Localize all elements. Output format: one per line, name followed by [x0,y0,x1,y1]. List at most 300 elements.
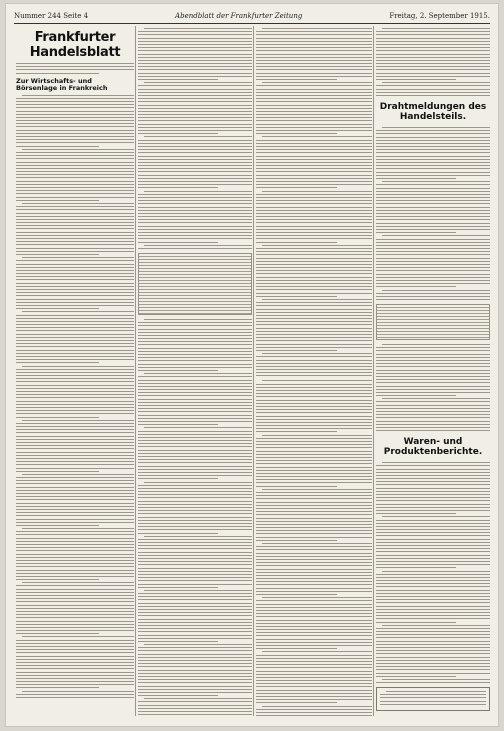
text-line [256,518,372,519]
text-line [16,340,134,341]
text-line [256,416,372,417]
text-line [256,207,372,208]
text-line [376,50,490,51]
text-line [256,175,372,176]
text-line [144,536,252,537]
text-line [138,584,252,585]
text-line [256,498,372,499]
text-line [256,384,372,385]
text-line [138,120,252,121]
text-line [16,519,134,520]
text-line [376,219,490,220]
text-line [138,248,252,249]
text-line [138,329,252,330]
text-line [376,567,456,568]
text-line [16,649,134,650]
text-line [16,512,134,513]
text-line [16,560,134,561]
text-line [376,379,490,380]
text-line [16,107,134,108]
text-line [16,123,134,124]
text-line [376,650,490,651]
text-line [138,596,252,597]
text-line [256,419,372,420]
text-line [382,28,490,29]
text-line [138,229,252,230]
text-line [256,85,372,86]
text-line [138,354,252,355]
text-line [138,395,252,396]
text-line [138,210,252,211]
text-line [256,159,372,160]
text-line [138,437,252,438]
text-line [16,152,134,153]
text-line [138,434,252,435]
text-line [16,162,134,163]
text-line [376,590,490,591]
text-line [16,350,134,351]
text-line [16,541,134,542]
text-line [256,584,372,585]
text-line [262,597,372,598]
text-line [22,582,134,583]
text-line [256,693,372,694]
notice-box [376,687,490,711]
text-line [16,244,134,245]
text-line [138,162,252,163]
text-line [376,615,490,616]
text-line [256,457,372,458]
article-text [376,344,490,431]
text-line [376,146,490,147]
text-line [16,362,99,363]
text-line [376,405,490,406]
text-line [16,114,134,115]
text-line [256,658,372,659]
text-line [256,690,372,691]
text-line [256,613,372,614]
text-line [138,510,252,511]
text-line [16,158,134,159]
text-line [138,47,252,48]
text-line [16,662,134,663]
text-line [256,146,372,147]
text-line [16,209,134,210]
text-line [256,588,372,589]
text-line [138,676,252,677]
text-line [138,159,252,160]
text-line [16,181,134,182]
text-line [376,248,490,249]
text-line [256,130,372,131]
text-line [382,290,490,291]
text-line [16,330,134,331]
text-line [138,587,218,588]
text-line [376,280,490,281]
text-line [16,155,134,156]
text-line [256,460,372,461]
text-line [262,299,372,300]
text-line [16,455,134,456]
text-line [376,175,490,176]
page-header [14,10,490,22]
text-line [16,423,134,424]
text-line [138,341,252,342]
text-line [376,561,490,562]
column-4 [376,28,490,716]
text-line [138,79,218,80]
text-line [256,124,372,125]
text-line [16,426,134,427]
text-line [16,219,134,220]
text-line [138,127,252,128]
text-line [138,682,252,683]
text-line [256,283,372,284]
text-line [16,601,134,602]
text-line [138,325,252,326]
text-line [376,577,490,578]
text-line [376,602,490,603]
text-line [256,213,372,214]
text-line [376,529,490,530]
text-line [256,248,372,249]
text-line [256,530,372,531]
text-line [138,568,252,569]
text-line [256,451,372,452]
text-line [144,319,252,320]
text-line [16,168,134,169]
text-line [256,280,372,281]
text-line [256,715,372,716]
text-line [138,443,252,444]
text-line [376,513,456,514]
text-line [16,531,134,532]
text-line [138,650,252,651]
text-line [256,165,372,166]
text-line [138,146,252,147]
text-line [256,505,372,506]
text-line [138,101,252,102]
text-line [138,322,252,323]
text-line [376,149,490,150]
text-line [376,637,490,638]
text-line [256,296,337,297]
text-line [138,344,252,345]
text-line [16,139,134,140]
text-line [138,555,252,556]
text-line [376,666,490,667]
text-line [376,264,490,265]
text-line [376,510,490,511]
text-line [376,382,490,383]
text-line [16,228,134,229]
text-line [256,629,372,630]
text-line [16,675,134,676]
text-line [256,226,372,227]
text-line [376,523,490,524]
text-line [16,617,134,618]
text-line [16,458,134,459]
text-line [376,545,490,546]
text-line [376,267,490,268]
text-line [376,41,490,42]
text-line [16,534,134,535]
text-line [138,446,252,447]
text-line [16,225,134,226]
text-line [138,335,252,336]
text-line [376,47,490,48]
text-line [376,411,490,412]
text-line [376,389,490,390]
text-line [376,564,490,565]
text-line [382,82,490,83]
text-line [256,181,372,182]
text-line [256,318,372,319]
text-line [138,593,252,594]
text-line [256,232,372,233]
text-line [16,260,134,261]
text-line [256,312,372,313]
text-line [256,156,372,157]
text-line [256,149,372,150]
text-line [256,41,372,42]
text-line [382,679,490,680]
text-line [256,69,372,70]
text-line [138,453,252,454]
text-line [256,261,372,262]
text-line [256,648,337,649]
text-line [16,468,134,469]
text-line [256,444,372,445]
text-line [256,140,372,141]
text-line [376,232,456,233]
text-line [16,487,134,488]
text-line [256,473,372,474]
text-line [376,152,490,153]
text-line [138,654,252,655]
text-line [376,583,490,584]
text-line [16,391,134,392]
text-line [138,338,252,339]
text-line [376,203,490,204]
text-line [382,344,490,345]
text-line [376,274,490,275]
text-line [376,350,490,351]
text-line [376,293,490,294]
text-line [376,357,490,358]
text-line [138,523,252,524]
text-line [16,235,134,236]
text-line [138,111,252,112]
text-line [256,79,337,80]
text-line [380,704,486,705]
text-line [138,529,252,530]
text-line [256,235,372,236]
text-line [138,92,252,93]
text-line [256,57,372,58]
text-line [16,576,134,577]
text-line [138,606,252,607]
text-line [262,380,372,381]
text-line [16,174,134,175]
text-line [256,114,372,115]
text-line [16,216,134,217]
text-line [138,156,252,157]
text-line [376,159,490,160]
text-line [376,669,490,670]
text-line [376,254,490,255]
text-line [138,66,252,67]
text-line [256,178,372,179]
text-line [376,296,490,297]
text-line [256,328,372,329]
text-line [256,546,372,547]
text-line [138,105,252,106]
text-line [138,701,252,702]
text-line [256,514,372,515]
text-line [16,656,134,657]
text-line [138,69,252,70]
text-line [16,525,99,526]
text-line [256,309,372,310]
text-line [256,171,372,172]
article-text [16,63,134,74]
text-line [16,592,134,593]
text-line [138,367,252,368]
text-line [16,684,134,685]
text-line [138,207,252,208]
text-line [16,672,134,673]
text-line [16,126,134,127]
text-line [256,117,372,118]
text-line [256,482,372,483]
text-line [256,553,372,554]
text-line [256,315,372,316]
text-line [138,351,252,352]
text-line [256,393,372,394]
text-line [376,539,490,540]
text-line [256,581,372,582]
text-line [16,171,134,172]
text-line [256,360,372,361]
text-line [256,47,372,48]
text-line [22,95,134,96]
text-line [138,89,252,90]
text-line [16,111,134,112]
text-line [138,242,218,243]
text-line [16,283,134,284]
text-line [376,663,490,664]
text-line [138,386,252,387]
text-line [256,168,372,169]
text-line [16,413,134,414]
text-line [376,532,490,533]
text-line [138,73,252,74]
text-line [138,117,252,118]
text-line [138,418,252,419]
text-line [16,624,134,625]
text-line [256,203,372,204]
text-line [376,673,490,674]
text-line [376,162,490,163]
text-line [138,357,252,358]
text-line [256,277,372,278]
text-line [16,499,134,500]
text-line [138,647,252,648]
text-line [376,354,490,355]
text-line [382,516,490,517]
text-line [256,267,372,268]
text-line [144,482,252,483]
text-line [16,461,134,462]
text-line [138,389,252,390]
text-line [376,612,490,613]
text-line [138,370,218,371]
text-line [138,548,252,549]
text-line [144,373,252,374]
article-text [138,28,252,249]
text-line [256,645,372,646]
text-line [138,558,252,559]
text-line [262,706,372,707]
text-line [256,31,372,32]
text-line [256,683,372,684]
text-line [16,538,134,539]
text-line [16,464,134,465]
text-line [256,289,372,290]
text-line [22,203,134,204]
text-line [138,679,252,680]
text-line [138,491,252,492]
text-line [256,143,372,144]
header-date: Freitag, 2. September 1915. [389,12,490,20]
text-line [16,369,134,370]
text-line [16,190,134,191]
text-line [376,596,490,597]
text-line [376,216,490,217]
text-line [16,187,134,188]
text-line [256,273,372,274]
text-line [386,691,486,692]
text-line [16,279,134,280]
text-line [138,213,252,214]
text-line [376,188,490,189]
text-line [138,695,218,696]
text-line [138,450,252,451]
text-line [376,200,490,201]
text-line [376,634,490,635]
text-line [138,692,252,693]
text-line [16,232,134,233]
text-line [138,181,252,182]
text-line [138,60,252,61]
text-line [138,625,252,626]
text-line [16,640,134,641]
text-line [138,140,252,141]
text-line [376,631,490,632]
text-line [376,628,490,629]
text-line [376,207,490,208]
text-line [256,216,372,217]
text-line [376,213,490,214]
text-line [256,89,372,90]
text-line [256,38,372,39]
text-line [138,124,252,125]
text-line [138,408,252,409]
text-line [138,666,252,667]
text-line [16,184,134,185]
text-line [16,238,134,239]
